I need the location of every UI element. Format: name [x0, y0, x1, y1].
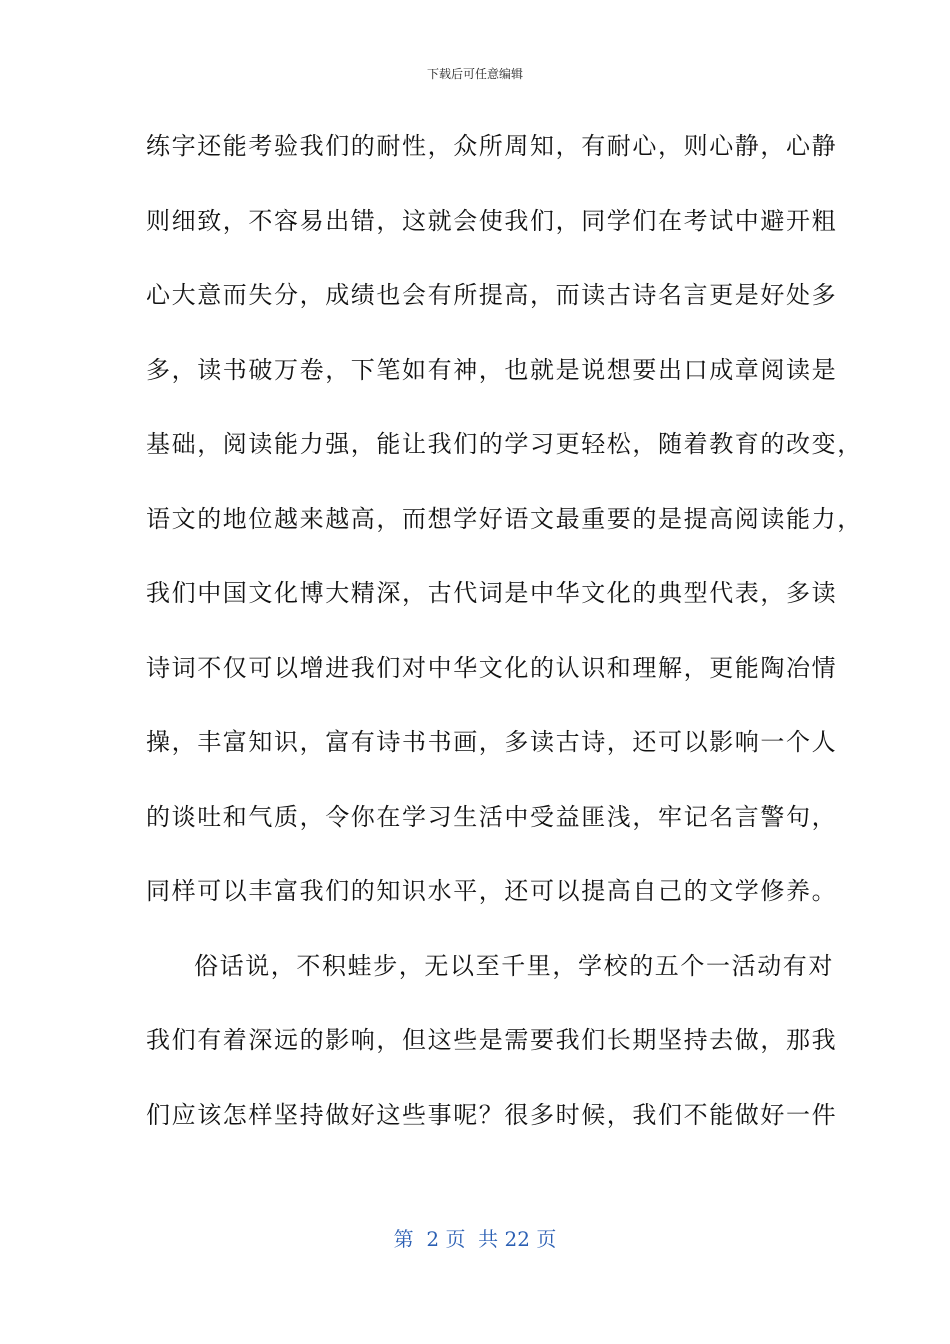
text-line: 我们有着深远的影响，但这些是需要我们长期坚持去做，那我 [146, 1026, 838, 1054]
page-number-footer: 第 2 页 共 22 页 [393, 1227, 557, 1251]
text-line: 操，丰富知识，富有诗书书画，多读古诗，还可以影响一个人 [146, 728, 838, 756]
text-line: 多，读书破万卷，下笔如有神，也就是说想要出口成章阅读是 [146, 355, 838, 384]
text-line: 同样可以丰富我们的知识水平，还可以提高自己的文学修养。 [146, 877, 838, 905]
text-line: 练字还能考验我们的耐性，众所周知，有耐心，则心静，心静 [146, 132, 838, 160]
text-line: 基础，阅读能力强，能让我们的学习更轻松，随着教育的改变， [146, 430, 863, 458]
paragraph-start-line: 俗话说，不积蛙步，无以至千里，学校的五个一活动有对 [194, 951, 834, 980]
document-body [146, 124, 863, 1167]
text-line: 则细致，不容易出错，这就会使我们，同学们在考试中避开粗 [146, 206, 838, 235]
text-line: 的谈吐和气质，令你在学习生活中受益匪浅，牢记名言警句， [146, 802, 838, 831]
text-line: 我们中国文化博大精深，古代词是中华文化的典型代表，多读 [146, 579, 838, 607]
text-line: 心大意而失分，成绩也会有所提高，而读古诗名言更是好处多 [146, 281, 838, 309]
text-line: 诗词不仅可以增进我们对中华文化的认识和理解，更能陶冶情 [146, 653, 838, 682]
page-header: 下载后可任意编辑 [426, 67, 523, 81]
text-line: 语文的地位越来越高，而想学好语文最重要的是提高阅读能力， [146, 504, 863, 533]
text-line: 们应该怎样坚持做好这些事呢？很多时候，我们不能做好一件 [146, 1100, 838, 1129]
